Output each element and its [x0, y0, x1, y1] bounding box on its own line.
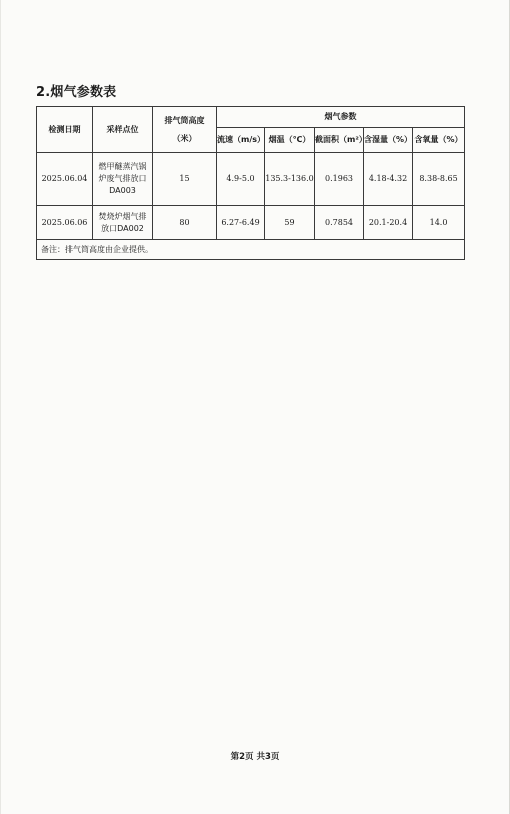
row1-point-line3: DA003	[109, 186, 136, 195]
table-row	[37, 153, 465, 206]
row2-oxygen: 14.0	[413, 206, 465, 240]
header-param-velocity: 流速（m/s）	[217, 128, 265, 153]
page-footer: 第2页 共3页	[230, 752, 280, 762]
table-row	[37, 206, 465, 240]
header-params-group: 烟气参数	[217, 107, 465, 128]
header-param-area: 截面积（m²）	[315, 128, 364, 153]
row2-height: 80	[153, 206, 217, 240]
row1-temperature: 135.3-136.0	[265, 153, 315, 206]
note-row	[37, 240, 465, 260]
header-stack-height	[153, 107, 217, 153]
row2-point	[93, 206, 153, 240]
flue-gas-parameter-table	[36, 106, 465, 260]
row2-moisture: 20.1-20.4	[364, 206, 413, 240]
row1-velocity: 4.9-5.0	[217, 153, 265, 206]
header-stack-height-label: 排气筒高度	[164, 115, 205, 125]
section-title: 2.烟气参数表	[36, 85, 117, 100]
row1-oxygen: 8.38-8.65	[413, 153, 465, 206]
row1-height: 15	[153, 153, 217, 206]
row1-point-line2: 炉废气排放口	[98, 174, 147, 183]
row1-moisture: 4.18-4.32	[364, 153, 413, 206]
table-header-row-1	[37, 107, 465, 128]
row1-area: 0.1963	[315, 153, 364, 206]
row1-point-line1: 燃甲醚蒸汽锅	[98, 162, 147, 171]
row2-velocity: 6.27-6.49	[217, 206, 265, 240]
header-param-oxygen: 含氧量（%）	[413, 128, 465, 153]
row2-date: 2025.06.06	[37, 206, 93, 240]
table-note: 备注：排气筒高度由企业提供。	[37, 240, 465, 260]
header-point: 采样点位	[93, 107, 153, 153]
header-param-temperature: 烟温（℃）	[265, 128, 315, 153]
row1-date: 2025.06.04	[37, 153, 93, 206]
row2-area: 0.7854	[315, 206, 364, 240]
row2-point-line2: 放口DA002	[101, 223, 144, 233]
header-date: 检测日期	[37, 107, 93, 153]
header-param-moisture: 含湿量（%）	[364, 128, 413, 153]
row1-point	[93, 153, 153, 206]
header-stack-height-unit: （米）	[172, 133, 197, 143]
row2-temperature: 59	[265, 206, 315, 240]
row2-point-line1: 焚烧炉烟气排	[98, 211, 147, 221]
